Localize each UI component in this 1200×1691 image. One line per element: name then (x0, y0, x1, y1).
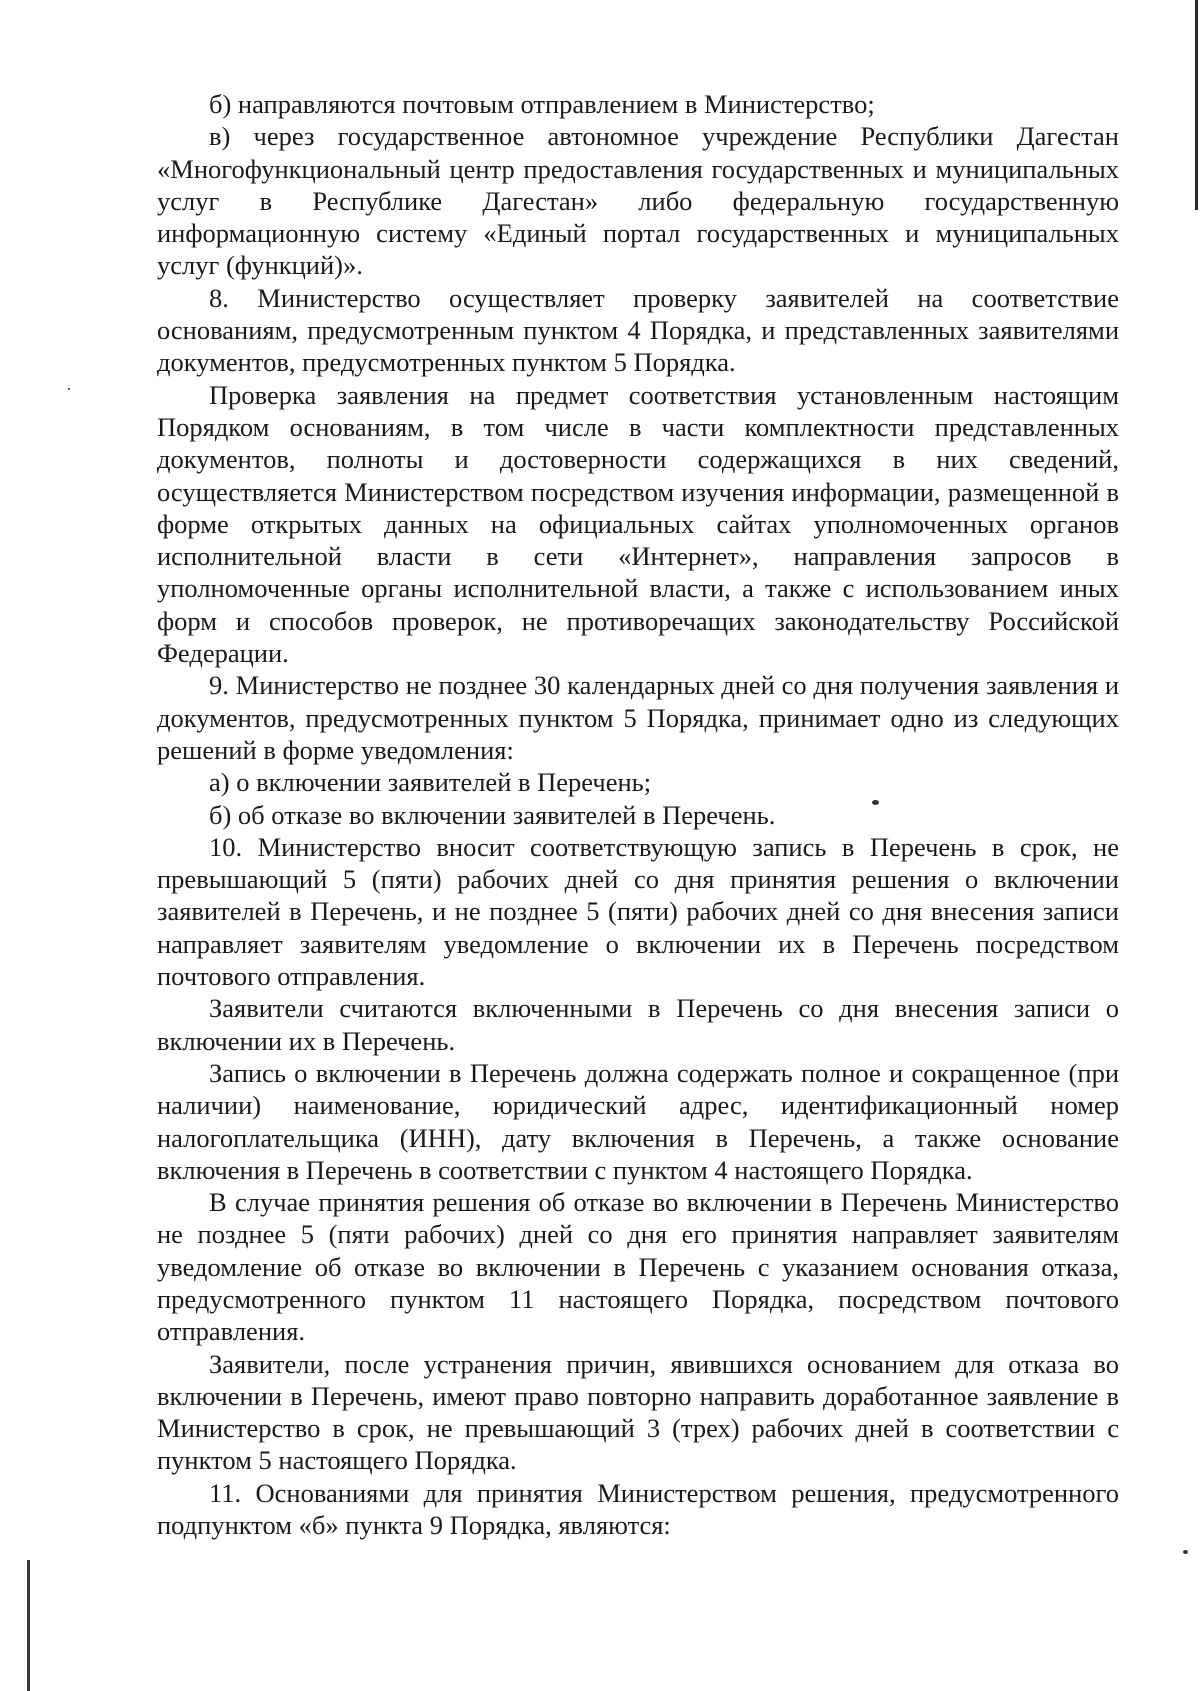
paragraph-9b: б) об отказе во включении заявителей в Перечень. (209, 799, 776, 830)
paragraph-9: 9. Министерство не позднее 30 календарных дней со дня получения заявления и документов, предусмотренных пунктом 5 Порядка, принимает одно из следующих решений в форме уведомления: (157, 670, 1119, 765)
paragraph-record-content: Запись о включении в Перечень должна содержать полное и сокращенное (при наличии) наименование, юридический адрес, идентификационный номер налогоплательщика (ИНН), дату включения в Перечень, а также основание включения в Перечень в соответствии с пунктом 4 настоящего Порядка. (157, 1057, 1119, 1185)
paragraph-refusal: В случае принятия решения об отказе во включении в Перечень Министерство не позднее 5 (пяти рабочих) дней со дня его принятия направляет заявителям уведомление об отказе во включении в Перечень с указанием основания отказа, предусмотренного пунктом 11 настоящего Порядка, посредством почтового отправления. (157, 1187, 1119, 1347)
paragraph-considered-included: Заявители считаются включенными в Перечень со дня внесения записи о включении их в Перечень. (157, 993, 1119, 1056)
paragraph-v-mfc: в) через государственное автономное учреждение Республики Дагестан «Многофункциональный центр предоставления государственных и муниципальных услуг в Республике Дагестан» либо федеральную государственную информационную систему «Единый портал государственных и муниципальных услуг (функций)». (157, 121, 1119, 281)
paragraph-8: 8. Министерство осуществляет проверку заявителей на соответствие основаниям, предусмотренным пунктом 4 Порядка, и представленных заявителями документов, предусмотренных пунктом 5 Порядка. (157, 282, 1119, 378)
paragraph-resubmit: Заявители, после устранения причин, явившихся основанием для отказа во включении в Перечень, имеют право повторно направить доработанное заявление в Министерство в срок, не превышающий 3 (трех) рабочих дней в соответствии с пунктом 5 настоящего Порядка. (157, 1348, 1119, 1476)
paragraph-b-postal: б) направляются почтовым отправлением в Министерство; (209, 89, 875, 119)
scan-speck (1183, 1550, 1188, 1554)
document-body (157, 88, 1119, 1541)
scan-speck (68, 388, 70, 390)
paragraph-10: 10. Министерство вносит соответствующую запись в Перечень в срок, не превышающий 5 (пяти) рабочих дней со дня принятия решения о включении заявителей в Перечень, и не позднее 5 (пяти) рабочих дней со дня внесения записи направляет заявителям уведомление о включении их в Перечень посредством почтового отправления. (157, 831, 1119, 992)
paragraph-11: 11. Основаниями для принятия Министерством решения, предусмотренного подпунктом «б» пункта 9 Порядка, являются: (157, 1477, 1119, 1541)
paragraph-verification: Проверка заявления на предмет соответствия установленным настоящим Порядком основаниям, в том числе в части комплектности представленных документов, полноты и достоверности содержащихся в них сведений, осуществляется Министерством посредством изучения информации, размещенной в форме открытых данных на официальных сайтах уполномоченных органов исполнительной власти в сети «Интернет», направления запросов в уполномоченные органы исполнительной власти, а также с использованием иных форм и способов проверок, не противоречащих законодательству Российской Федерации. (157, 379, 1119, 669)
paragraph-9a: а) о включении заявителей в Перечень; (209, 767, 652, 798)
scan-speck (872, 800, 879, 805)
scan-edge-mark (1195, 0, 1198, 210)
scan-left-mark (27, 1560, 30, 1691)
